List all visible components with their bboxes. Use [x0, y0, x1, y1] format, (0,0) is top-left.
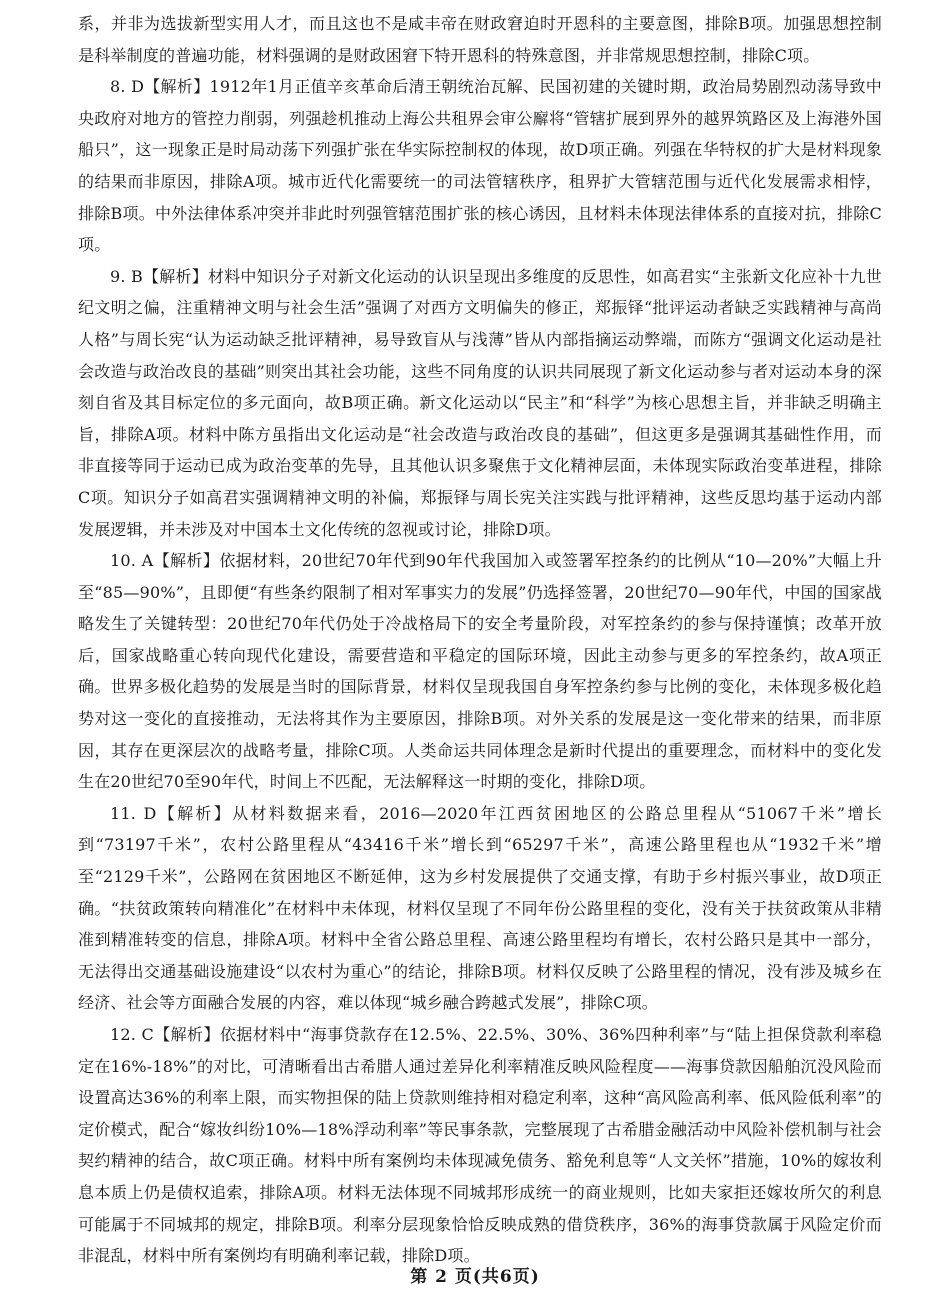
answer-12-label: 12. C【解析】 [110, 1025, 220, 1044]
answer-9-paragraph [78, 261, 882, 545]
answer-9-text: 材料中知识分子对新文化运动的认识呈现出多维度的反思性，如高君实“主张新文化应补十九世纪文明之偏，注重精神文明与社会生活”强调了对西方文明偏失的修正，郑振铎“批评运动者缺乏实践精神与高尚人格”与周长宪“认为运动缺乏批评精神，易导致盲从与浅薄”皆从内部指摘运动弊端，而陈方“强调文化运动是社会改造与政治改良的基础”则突出其社会功能，这些不同角度的认识共同展现了新文化运动参与者对运动本身的深刻自省及其目标定位的多元面向，故B项正确。新文化运动以“民主”和“科学”为核心思想主旨，并非缺乏明确主旨，排除A项。材料中陈方虽指出文化运动是“社会改造与政治改良的基础”，但这更多是强调其基础性作用，而非直接等同于运动已成为政治变革的先导，且其他认识多聚焦于文化精神层面，未体现实际政治变革进程，排除C项。知识分子如高君实强调精神文明的补偏，郑振铎与周长宪关注实践与批评精神，这些反思均基于运动内部发展逻辑，并未涉及对中国本土文化传统的忽视或讨论，排除D项。 [78, 266, 882, 539]
answer-11-text: 从材料数据来看，2016—2020年江西贫困地区的公路总里程从“51067千米”增长到“73197千米”，农村公路里程从“43416千米”增长到“65297千米”，高速公路里程也从“1932千米”增至“2129千米”，公路网在贫困地区不断延伸，这为乡村发展提供了交通支撑，有助于乡村振兴事业，故D项正确。“扶贫政策转向精准化”在材料中未体现，材料仅呈现了不同年份公路里程的变化，没有关于扶贫政策从非精准到精准转变的信息，排除A项。材料中全省公路总里程、高速公路里程均有增长，农村公路只是其中一部分，无法得出交通基础设施建设“以农村为重心”的结论，排除B项。材料仅反映了公路里程的情况，没有涉及城乡在经济、社会等方面融合发展的内容，难以体现“城乡融合跨越式发展”，排除C项。 [78, 803, 882, 1013]
answer-12-paragraph [78, 1019, 882, 1272]
answer-11-label: 11. D【解析】 [110, 803, 233, 823]
document-body [78, 8, 882, 1272]
answer-10-text: 依据材料，20世纪70年代到90年代我国加入或签署军控条约的比例从“10—20%”大幅上升至“85—90%”，且即便“有些条约限制了相对军事实力的发展”仍选择签署，20世纪70—90年代，中国的国家战略发生了关键转型：20世纪70年代仍处于冷战格局下的安全考量阶段，对军控条约的参与保持谨慎；改革开放后，国家战略重心转向现代化建设，需要营造和平稳定的国际环境，因此主动参与更多的军控条约，故A项正确。世界多极化趋势的发展是当时的国际背景，材料仅呈现我国自身军控条约参与比例的变化，未体现多极化趋势对这一变化的直接推动，无法将其作为主要原因，排除B项。对外关系的发展是这一变化带来的结果，而非原因，其存在更深层次的战略考量，排除C项。人类命运共同体理念是新时代提出的重要理念，而材料中的变化发生在20世纪70至90年代，时间上不匹配，无法解释这一时期的变化，排除D项。 [78, 551, 882, 792]
answer-8-paragraph [78, 71, 882, 261]
answer-10-paragraph [78, 545, 882, 798]
answer-11-paragraph [78, 798, 882, 1019]
answer-8-text: 1912年1月正值辛亥革命后清王朝统治瓦解、民国初建的关键时期，政治局势剧烈动荡导致中央政府对地方的管控力削弱，列强趁机推动上海公共租界会审公廨将“管辖扩展到界外的越界筑路区及上海港外国船只”，这一现象正是时局动荡下列强扩张在华实际控制权的体现，故D项正确。列强在华特权的扩大是材料现象的结果而非原因，排除A项。城市近代化需要统一的司法管辖秩序，租界扩大管辖范围与近代化发展需求相悖，排除B项。中外法律体系冲突并非此时列强管辖范围扩张的核心诱因，且材料未体现法律体系的直接对抗，排除C项。 [78, 77, 883, 255]
page-number-footer: 第 2 页(共6页) [410, 1267, 540, 1287]
answer-8-label: 8. D【解析】 [110, 77, 210, 97]
answer-10-label: 10. A【解析】 [110, 551, 220, 571]
answer-9-label: 9. B【解析】 [110, 266, 208, 286]
continuation-paragraph: 系，并非为选拔新型实用人才，而且这也不是咸丰帝在财政窘迫时开恩科的主要意图，排除B项。加强思想控制是科举制度的普遍功能，材料强调的是财政困窘下特开恩科的特殊意图，并非常规思想控制，排除C项。 [78, 14, 882, 65]
answer-12-text: 依据材料中“海事贷款存在12.5%、22.5%、30%、36%四种利率”与“陆上担保贷款利率稳定在16%-18%”的对比，可清晰看出古希腊人通过差异化利率精准反映风险程度——海事贷款因船舶沉没风险而设置高达36%的利率上限，而实物担保的陆上贷款则维持相对稳定利率，这种“高风险高利率、低风险低利率”的定价模式，配合“嫁妆纠纷10%—18%浮动利率”等民事条款，完整展现了古希腊金融活动中风险补偿机制与社会契约精神的结合，故C项正确。材料中所有案例均未体现减免债务、豁免利息等“人文关怀”措施，10%的嫁妆利息本质上仍是债权追索，排除A项。材料无法体现不同城邦形成统一的商业规则，比如夫家拒还嫁妆所欠的利息可能属于不同城邦的规定，排除B项。利率分层现象恰恰反映成熟的借贷秩序，36%的海事贷款属于风险定价而非混乱，材料中所有案例均有明确利率记载，排除D项。 [78, 1025, 882, 1266]
